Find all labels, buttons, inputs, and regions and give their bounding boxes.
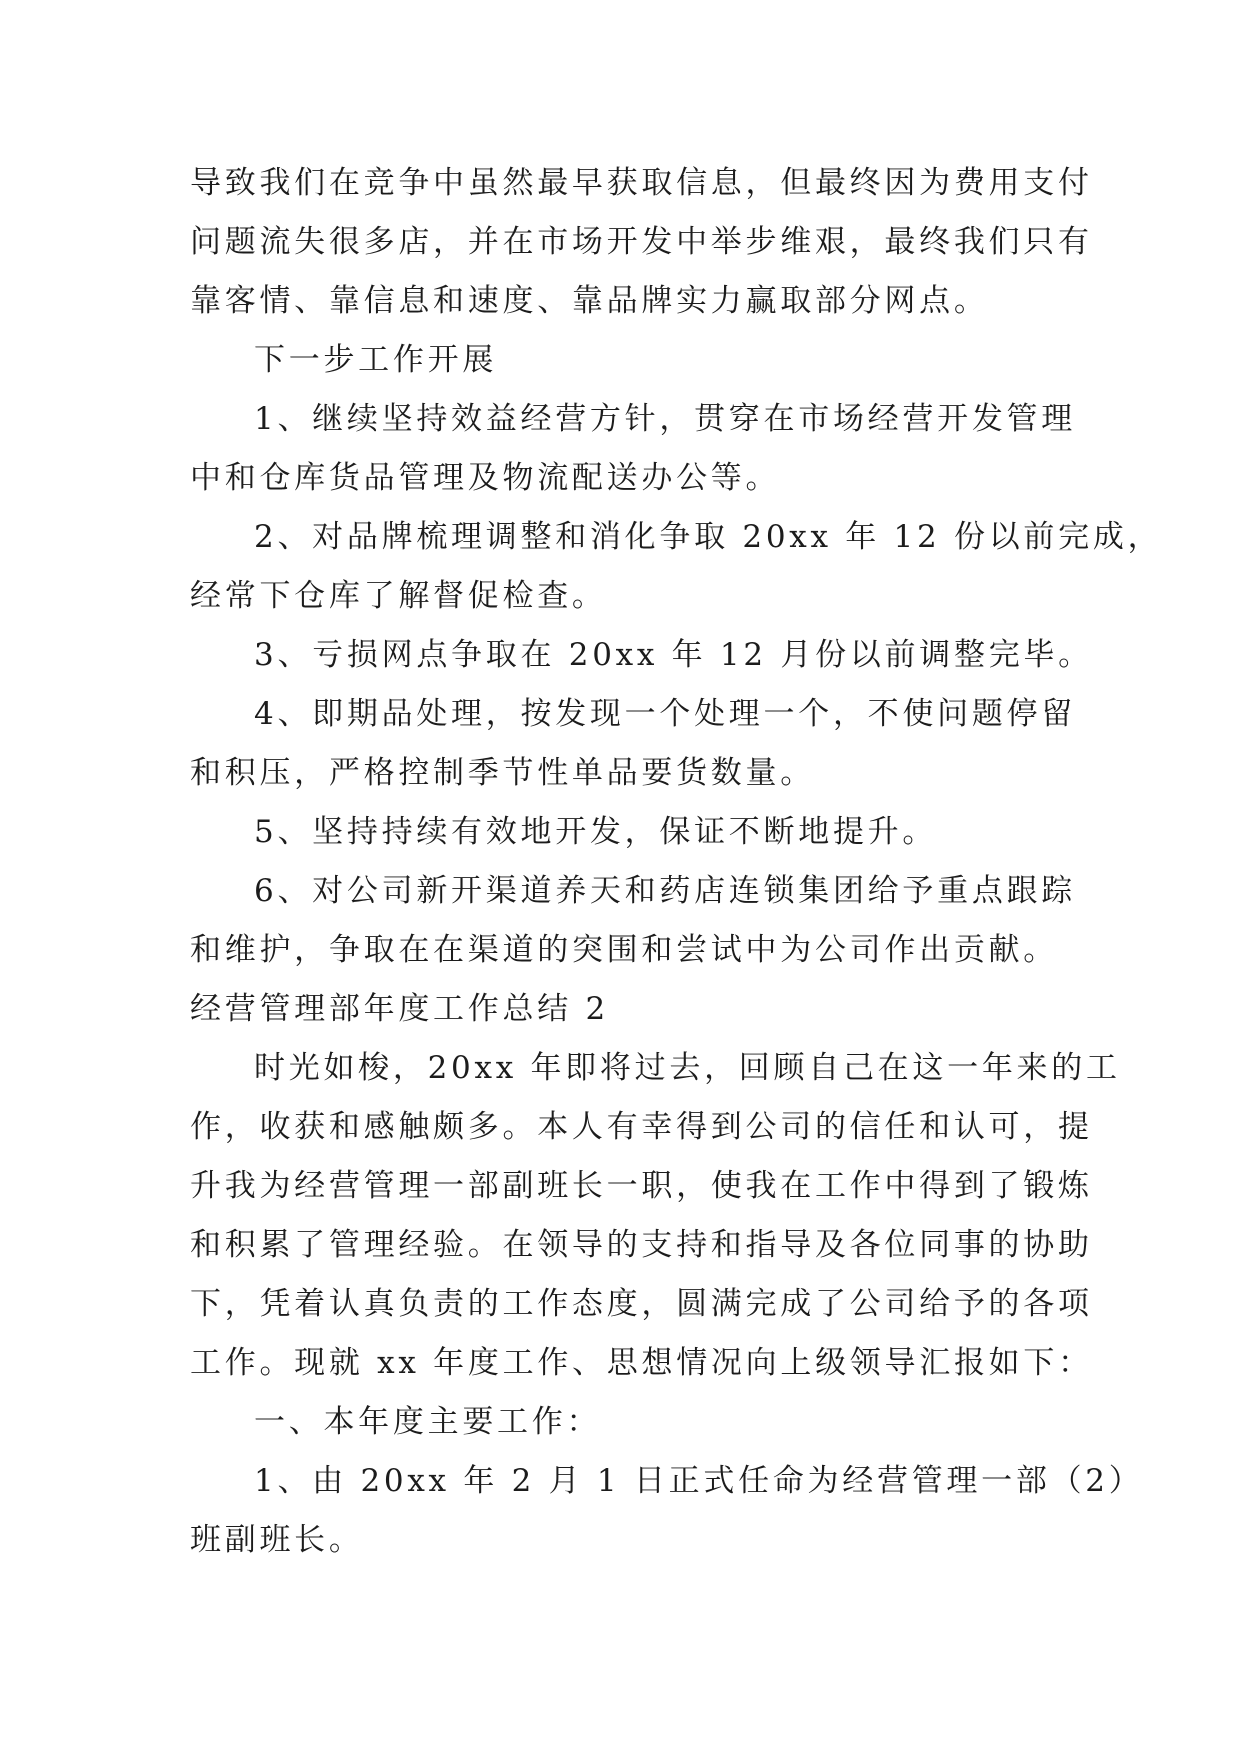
document-title: 经营管理部年度工作总结 2 [190,991,609,1027]
paragraph-line: 时光如梭，20xx 年即将过去，回顾自己在这一年来的工 [254,1050,1121,1086]
list-item-line: 1、继续坚持效益经营方针，贯穿在市场经营开发管理 [254,401,1077,437]
list-item-line: 3、亏损网点争取在 20xx 年 12 月份以前调整完毕。 [254,637,1093,673]
list-item-line: 班副班长。 [190,1522,364,1558]
list-item-line: 和积压，严格控制季节性单品要货数量。 [190,755,815,791]
list-item-line: 经常下仓库了解督促检查。 [190,578,607,614]
paragraph-line: 靠客情、靠信息和速度、靠品牌实力赢取部分网点。 [190,283,989,319]
paragraph-line: 问题流失很多店，并在市场开发中举步维艰，最终我们只有 [190,224,1093,260]
list-item-line: 2、对品牌梳理调整和消化争取 20xx 年 12 份以前完成， [254,519,1163,555]
list-item-line: 和维护，争取在在渠道的突围和尝试中为公司作出贡献。 [190,932,1058,968]
document-page [190,154,1163,1570]
section-heading: 一、本年度主要工作： [254,1404,602,1440]
paragraph-line: 工作。现就 xx 年度工作、思想情况向上级领导汇报如下： [190,1345,1093,1381]
section-heading: 下一步工作开展 [254,342,498,378]
list-item-line: 5、坚持持续有效地开发，保证不断地提升。 [254,814,938,850]
paragraph-line: 升我为经营管理一部副班长一职，使我在工作中得到了锻炼 [190,1168,1093,1204]
paragraph-line: 作，收获和感触颇多。本人有幸得到公司的信任和认可，提 [190,1109,1093,1145]
list-item-line: 中和仓库货品管理及物流配送办公等。 [190,460,781,496]
paragraph-line: 下，凭着认真负责的工作态度，圆满完成了公司给予的各项 [190,1286,1093,1322]
paragraph-line: 和积累了管理经验。在领导的支持和指导及各位同事的协助 [190,1227,1093,1263]
list-item-line: 6、对公司新开渠道养天和药店连锁集团给予重点跟踪 [254,873,1077,909]
list-item-line: 4、即期品处理，按发现一个处理一个，不使问题停留 [254,696,1077,732]
paragraph-line: 导致我们在竞争中虽然最早获取信息，但最终因为费用支付 [190,165,1093,201]
list-item-line: 1、由 20xx 年 2 月 1 日正式任命为经营管理一部（2） [254,1463,1144,1499]
